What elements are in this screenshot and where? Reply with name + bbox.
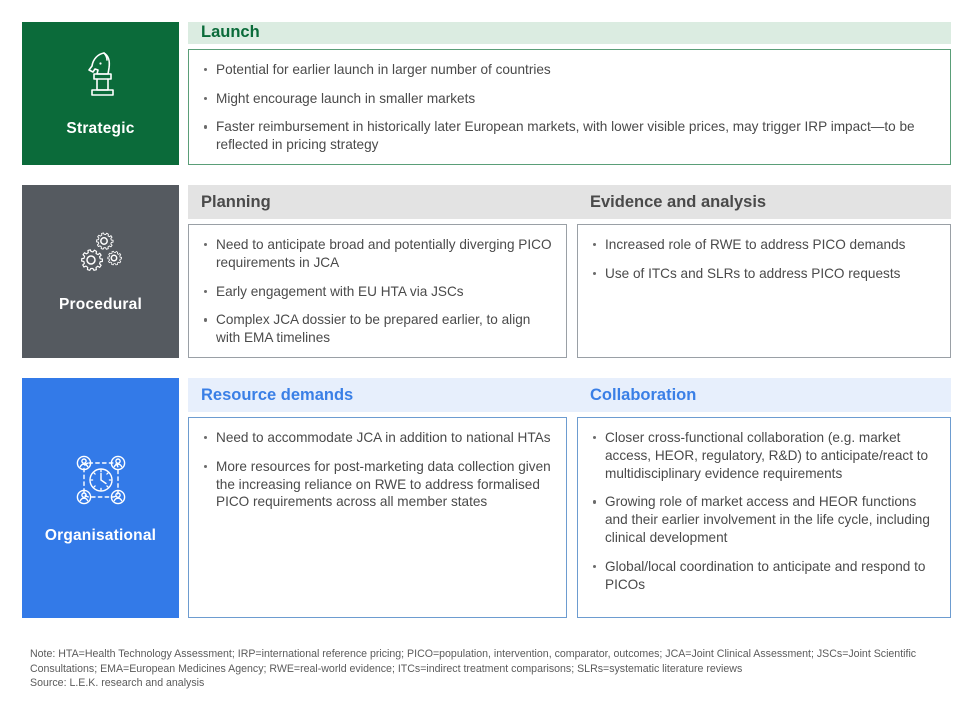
bullet-item: More resources for post-marketing data collection given the increasing reliance on RWE to address formalised PICO requirements across all member states — [197, 458, 554, 511]
content-box-resource-demands — [188, 417, 567, 618]
section-organisational — [22, 378, 951, 618]
bullet-item: Closer cross-functional collaboration (e.g. market access, HEOR, regulatory, R&D) to anticipate/react to multidisciplinary evidence requirements — [586, 429, 938, 482]
footnote-source: Source: L.E.K. research and analysis — [30, 677, 205, 690]
bullet-item: Need to accommodate JCA in addition to national HTAs — [197, 429, 554, 447]
header-band — [188, 185, 951, 219]
column-header-evidence-and-analysis: Evidence and analysis — [590, 192, 767, 211]
column-header-planning: Planning — [201, 192, 271, 211]
bullet-item: Potential for earlier launch in larger number of countries — [197, 61, 938, 79]
bullet-item: Use of ITCs and SLRs to address PICO requests — [586, 265, 938, 283]
content-box-launch — [188, 49, 951, 165]
bullet-item: Increased role of RWE to address PICO demands — [586, 236, 938, 254]
content-box-evidence-and-analysis — [577, 224, 951, 358]
bullet-list-evidence — [586, 236, 938, 283]
category-label: Organisational — [44, 526, 157, 544]
gears-icon — [74, 229, 128, 282]
clock-people-icon — [73, 452, 129, 513]
bullet-item: Early engagement with EU HTA via JSCs — [197, 283, 554, 301]
category-tile-organisational — [22, 378, 179, 618]
content-boxes — [188, 412, 951, 618]
bullet-list-resource-demands — [197, 429, 554, 511]
column-header-collaboration: Collaboration — [590, 385, 697, 404]
column-header-launch: Launch — [201, 23, 260, 42]
bullet-list-launch — [197, 61, 938, 154]
bullet-item: Growing role of market access and HEOR functions and their earlier involvement in the life cycle, including clinical development — [586, 493, 938, 546]
content-columns — [188, 378, 951, 618]
bullet-list-planning — [197, 236, 554, 347]
bullet-item: Complex JCA dossier to be prepared earlier, to align with EMA timelines — [197, 311, 554, 347]
category-label: Strategic — [66, 120, 135, 137]
bullet-item: Might encourage launch in smaller markets — [197, 90, 938, 108]
bullet-item: Need to anticipate broad and potentially diverging PICO requirements in JCA — [197, 236, 554, 272]
bullet-item: Global/local coordination to anticipate and respond to PICOs — [586, 558, 938, 594]
footnotes — [30, 647, 950, 691]
footnote-note: Note: HTA=Health Technology Assessment; IRP=international reference pricing; PICO=population, intervention, comparator, outcomes; JCA=Joint Clinical Assessment; JSCs=Joint Scientific Consultations; EMA=European Medicines Agency; RWE=real-world evidence; ITCs=indirect treatment comparisons; SLRs=systematic literature reviews — [30, 648, 917, 675]
content-boxes — [188, 44, 951, 165]
chess-knight-icon — [80, 49, 122, 106]
content-box-planning — [188, 224, 567, 358]
category-tile-strategic — [22, 22, 179, 165]
category-label: Procedural — [59, 296, 142, 313]
column-header-resource-demands: Resource demands — [201, 385, 354, 404]
bullet-list-collaboration — [586, 429, 938, 593]
header-band — [188, 22, 951, 44]
category-tile-procedural — [22, 185, 179, 358]
header-band — [188, 378, 951, 412]
bullet-item: Faster reimbursement in historically later European markets, with lower visible prices, may trigger IRP impact—to be reflected in pricing strategy — [197, 118, 938, 154]
content-columns — [188, 185, 951, 358]
content-box-collaboration — [577, 417, 951, 618]
content-boxes — [188, 219, 951, 358]
section-procedural — [22, 185, 951, 358]
content-columns — [188, 22, 951, 165]
section-strategic — [22, 22, 951, 165]
